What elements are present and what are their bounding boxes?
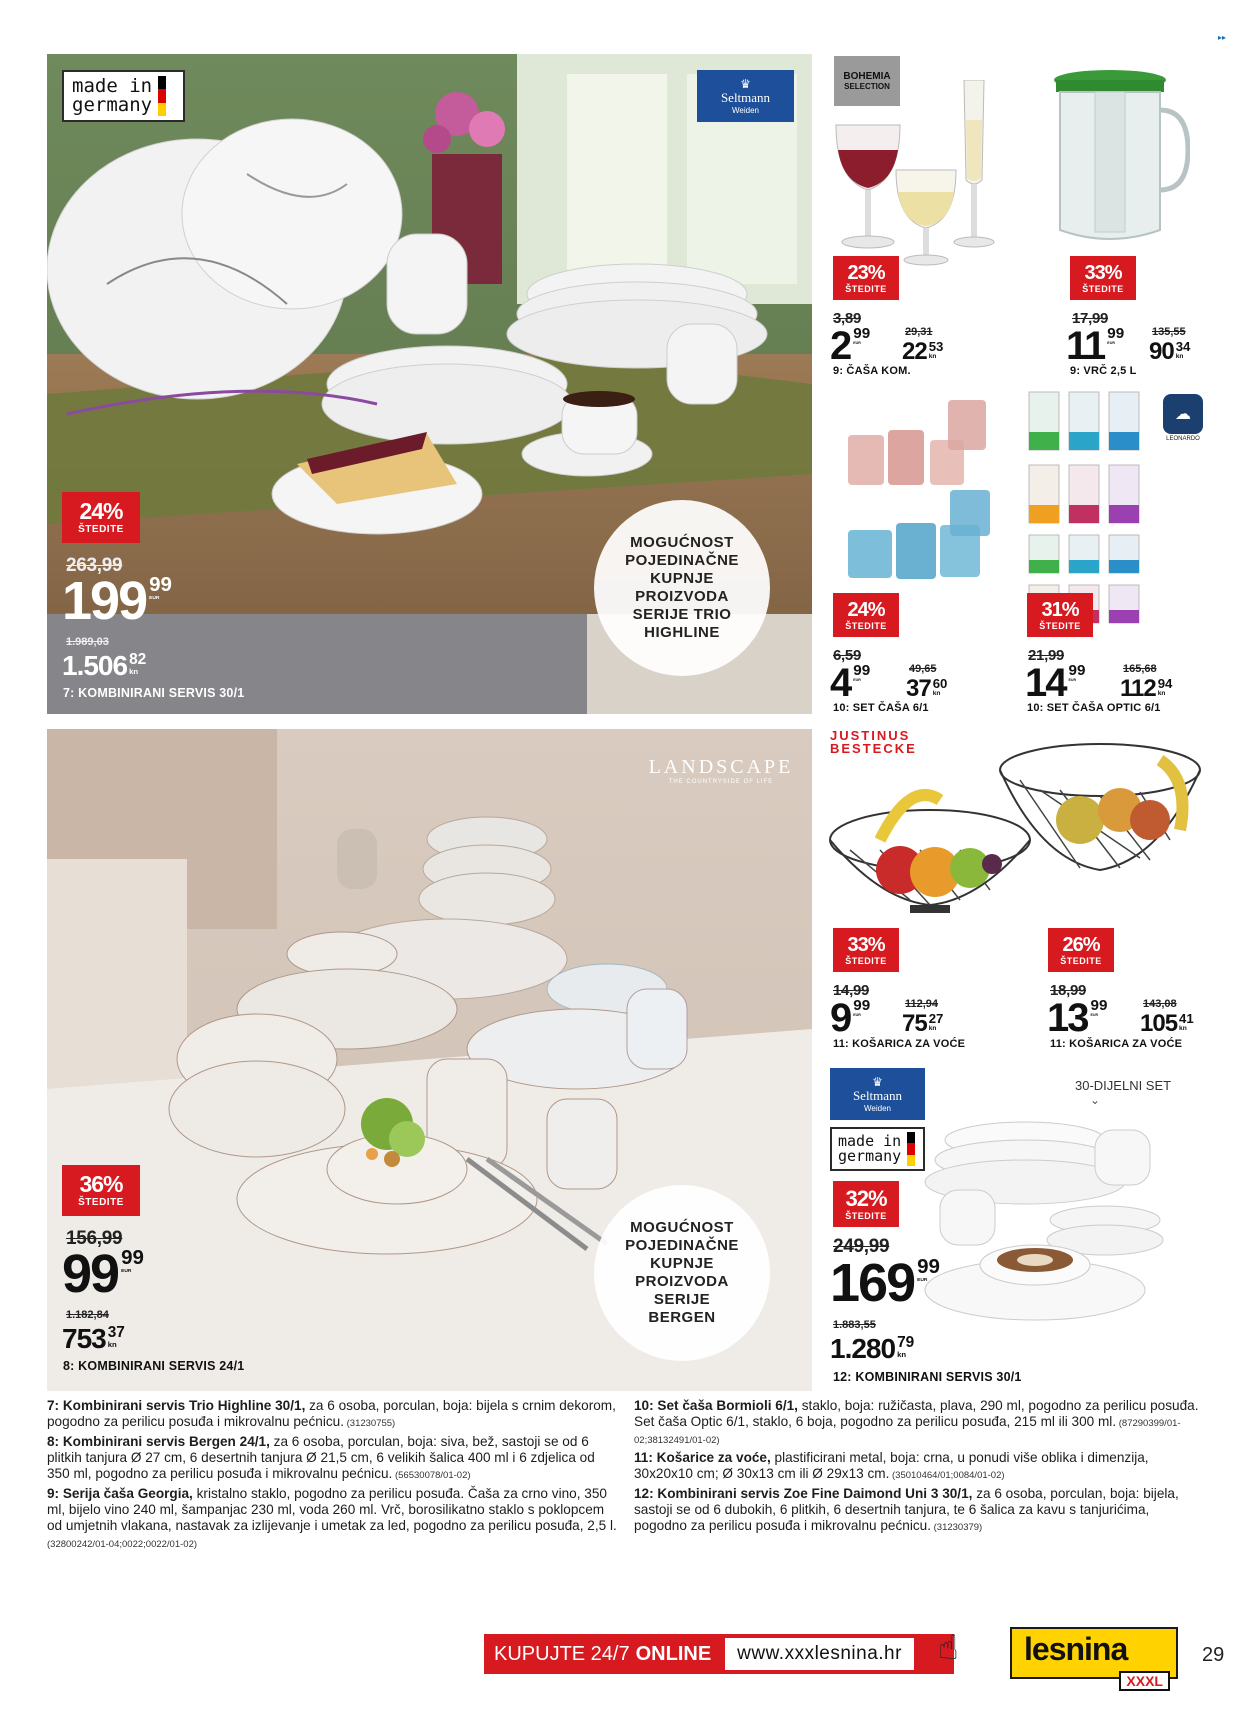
weiden-brand: Weiden [732,105,759,115]
price-decimals: 99 [149,573,172,596]
kn-currency: kn [1179,1024,1187,1032]
price-kn [902,340,943,364]
cta-online: ONLINE [635,1642,712,1665]
product-label: 8: KOMBINIRANI SERVIS 24/1 [63,1359,245,1373]
current-price [1066,326,1124,366]
kn-currency: kn [107,1340,117,1350]
circle-line: PROIZVODA [635,588,729,605]
germany-flag-icon [158,76,166,116]
price-currency: EUR [1068,677,1077,682]
description-item: 11: Košarice za voće, plastificirani metal, boja: crna, u ponudi više oblika i dimenzija, 30x20x10 cm; Ø 30x13 cm ili Ø 29x13 cm. (35010464/01;0084/01-02) [634,1449,1149,1482]
price-kn [902,1012,943,1036]
germany-text: germany [72,94,153,116]
discount-percent: 33% [847,933,885,956]
old-price-kn: 165,68 [1123,663,1157,675]
product-label: 11: KOŠARICA ZA VOĆE [833,1038,966,1050]
discount-badge [62,1165,140,1216]
circle-line: PROIZVODA [635,1273,729,1290]
current-price [830,998,870,1038]
circle-line: POJEDINAČNE [625,552,739,569]
shop-url[interactable]: www.xxxlesnina.hr [725,1638,914,1670]
product-label: 12: KOMBINIRANI SERVIS 30/1 [833,1370,1022,1384]
online-shop-banner[interactable] [484,1634,954,1674]
discount-percent: 32% [845,1185,887,1211]
justinus-brand: JUSTINUS [830,728,911,743]
set-note: 30-DIJELNI SET [1075,1078,1172,1093]
discount-percent: 26% [1062,933,1100,956]
kn-integer: 90 [1149,338,1174,365]
kn-integer: 105 [1140,1010,1178,1037]
save-text: ŠTEDITE [845,620,887,631]
price-currency: EUR [1107,340,1115,345]
old-price-kn: 29,31 [905,326,933,338]
price-integer: 169 [830,1253,915,1313]
price-decimals: 99 [853,325,871,342]
price-decimals: 99 [853,997,871,1014]
discount-badge [833,1181,899,1227]
old-price-kn: 135,55 [1152,326,1186,338]
circle-line: MOGUĆNOST [630,534,734,551]
description-item: 10: Set čaša Bormioli 6/1, staklo, boja: ružičasta, plava, 290 ml, pogodno za perilicu posuđa. Set čaša Optic 6/1, staklo, 6 boja, pogodno za perilicu posuđa, 215 ml ili 300 ml. (87290399/01-02;38132491/01-02) [634,1398,1199,1446]
old-price: 3,89 [833,310,861,327]
product-label: 7: KOMBINIRANI SERVIS 30/1 [63,686,245,700]
description-item: 7: Kombinirani servis Trio Highline 30/1, za 6 osoba, porculan, boja: bijela s crnim dekorom, pogodno za perilicu posuđa i mikrovalnu pećnicu. (31230755) [47,1398,616,1430]
price-kn [906,677,947,701]
hand-cursor-icon: ☝ [938,1629,959,1667]
price-decimals: 99 [1107,325,1125,342]
kn-decimals: 79 [897,1334,915,1351]
single-purchase-circle [594,500,770,676]
landscape-tagline: THE COUNTRYSIDE OF LIFE [668,778,774,785]
circle-line: BERGEN [648,1309,716,1326]
landscape-brand: LANDSCAPE [648,755,794,778]
price-kn [1149,340,1190,364]
kn-integer: 112 [1120,675,1156,702]
circle-line: SERIJE [653,1291,711,1308]
jug-image [1050,70,1190,250]
price-kn [62,652,146,680]
price-currency: EUR [917,1277,928,1283]
leonardo-brand: LEONARDO [1166,436,1200,442]
bestecke-brand: BESTECKE [830,741,917,756]
leonardo-icon: ☁ [1163,394,1203,434]
descriptions-right [634,1398,1206,1538]
dinner-set-image [905,1090,1165,1330]
price-integer: 4 [830,661,851,705]
kn-currency: kn [897,1350,907,1360]
price-currency: EUR [149,595,160,601]
kn-decimals: 41 [1179,1011,1194,1026]
kn-integer: 1.506 [62,650,128,681]
discount-percent: 31% [1041,598,1079,621]
kn-decimals: 94 [1157,676,1173,691]
seltmann-brand: Seltmann [852,1087,903,1103]
chevron-down-icon: ⌄ [1090,1093,1101,1107]
current-price [1047,998,1107,1038]
kn-integer: 753 [62,1323,106,1354]
discount-percent: 24% [847,598,885,621]
price-integer: 11 [1066,324,1105,368]
kn-decimals: 53 [928,339,944,354]
kn-currency: kn [928,1024,937,1032]
old-price-kn: 1.989,03 [66,636,109,648]
save-text: ŠTEDITE [1060,955,1102,966]
discount-badge [833,928,899,972]
old-price-kn: 49,65 [909,663,937,675]
price-currency: EUR [853,340,861,345]
kn-integer: 37 [906,675,931,702]
current-price [830,1253,940,1313]
save-text: ŠTEDITE [78,524,124,535]
save-text: ŠTEDITE [78,1197,124,1208]
old-price-kn: 1.182,84 [66,1309,109,1321]
landscape-logo [636,750,806,790]
product-label: 9: VRČ 2,5 L [1070,365,1137,377]
germany-text: germany [838,1147,902,1165]
save-text: ŠTEDITE [845,1210,887,1221]
description-item: 12: Kombinirani servis Zoe Fine Daimond Uni 3 30/1, za 6 osoba, porculan, boja: bijela, sastoji se od 6 dubokih, 6 plitkih, 6 desertnih tanjura, te 6 šalica za kavu s tanjurićima, pogodno za perilicu posuđa i mikrovalnu pećnicu. (31230379) [634,1485,1179,1534]
price-decimals: 99 [917,1255,940,1278]
save-text: ŠTEDITE [845,955,887,966]
made-in-text: made in [838,1131,902,1150]
kn-decimals: 82 [129,651,147,668]
price-integer: 99 [62,1244,119,1304]
price-integer: 14 [1025,661,1066,705]
old-price: 14,99 [833,982,870,999]
old-price: 263,99 [66,555,123,576]
product-label: 9: ČAŠA KOM. [833,365,911,377]
selection-brand: SELECTION [844,82,890,91]
circle-line: MOGUĆNOST [630,1219,734,1236]
kn-currency: kn [928,352,937,360]
current-price [62,1244,144,1304]
discount-percent: 33% [1084,261,1122,284]
old-price-kn: 143,08 [1143,998,1177,1010]
price-currency: EUR [853,677,861,682]
leonardo-logo [1162,390,1204,446]
optic-glasses-image [1025,390,1160,625]
price-kn [830,1335,914,1363]
old-price: 156,99 [66,1228,123,1249]
seltmann-logo [697,70,794,122]
weiden-brand: Weiden [864,1103,891,1113]
crown-icon: ♛ [740,76,751,91]
kn-decimals: 34 [1175,339,1191,354]
kn-integer: 75 [902,1010,927,1037]
old-price-kn: 1.883,55 [833,1319,876,1331]
price-integer: 13 [1047,996,1088,1040]
circle-line: KUPNJE [650,1255,714,1272]
product-label: 10: SET ČAŠA OPTIC 6/1 [1027,702,1161,714]
description-item: 9: Serija čaša Georgia, kristalno staklo, pogodno za perilicu posuđa. Čaša za crno vino, 350 ml, bijelo vino 240 ml, šampanjac 230 ml, voda 260 ml. Vrč, borosilikatno staklo s poklopcem od umjetnih vlakana, nastavak za izlijevanje i umetak za led, pogodno za perilicu posuđa, 2,5 l. (32800242/01-04;0022;0022/01-02) [47,1485,617,1550]
old-price: 18,99 [1050,982,1087,999]
product-label: 11: KOŠARICA ZA VOĆE [1050,1038,1183,1050]
discount-badge [1027,593,1093,637]
page-number: 29 [1202,1644,1225,1666]
price-integer: 9 [830,996,851,1040]
price-kn [62,1325,125,1353]
price-currency: EUR [853,1012,861,1017]
old-price: 249,99 [833,1236,890,1257]
current-price [830,326,870,366]
price-integer: 2 [830,324,851,368]
save-text: ŠTEDITE [845,283,887,294]
price-decimals: 99 [1068,662,1086,679]
price-decimals: 99 [121,1246,144,1269]
current-price [1025,663,1085,703]
seltmann-brand: Seltmann [720,89,771,105]
discount-percent: 36% [79,1171,123,1197]
discount-percent: 23% [847,261,885,284]
current-price [830,663,870,703]
description-item: 8: Kombinirani servis Bergen 24/1, za 6 osoba, porculan, boja: siva, bež, sastoji se od 6 plitkih tanjura Ø 27 cm, 6 desertnih tanjura Ø 21,5 cm, 6 velikih šalica 400 ml i 6 zdjelica od 350 ml, pogodno za perilicu posuđa i mikrovalnu pećnicu. (56530078/01-02) [47,1433,595,1482]
crown-icon: ♛ [872,1074,883,1089]
circle-line: POJEDINAČNE [625,1237,739,1254]
price-kn [1120,677,1172,701]
fruit-baskets-image [820,740,1210,935]
old-price: 17,99 [1072,310,1109,327]
bohemia-brand: BOHEMIA [843,71,891,82]
made-in-germany-badge [62,70,185,122]
old-price: 6,59 [833,647,861,664]
save-text: ŠTEDITE [1082,283,1124,294]
product-label: 10: SET ČAŠA 6/1 [833,702,929,714]
save-text: ŠTEDITE [1039,620,1081,631]
xxxl-wordmark: XXXL [1119,1671,1170,1691]
price-decimals: 99 [1090,997,1108,1014]
kn-currency: kn [1157,689,1166,697]
made-in-text: made in [72,74,153,97]
discount-badge [1070,256,1136,300]
price-currency: EUR [1090,1012,1099,1017]
price-kn [1140,1012,1194,1036]
descriptions-left [47,1398,617,1554]
circle-line: HIGHLINE [644,624,720,641]
price-currency: EUR [121,1268,132,1274]
kn-currency: kn [932,689,941,697]
price-decimals: 99 [853,662,871,679]
discount-badge [833,256,899,300]
lesnina-wordmark: lesnina [1024,1631,1128,1667]
old-price: 21,99 [1028,647,1065,664]
discount-badge [1048,928,1114,972]
current-price [62,571,172,631]
circle-line: SERIJE TRIO [632,606,732,623]
corner-mark: ▸▸ [1217,33,1226,42]
discount-badge [833,593,899,637]
single-purchase-circle [594,1185,770,1361]
lesnina-logo[interactable] [1010,1627,1178,1689]
tumblers-image [840,395,1000,590]
kn-currency: kn [1175,352,1184,360]
cta-text: KUPUJTE 24/7 [494,1642,630,1665]
circle-line: KUPNJE [650,570,714,587]
discount-percent: 24% [79,498,123,524]
kn-integer: 1.280 [830,1333,896,1364]
kn-decimals: 37 [107,1324,125,1341]
old-price-kn: 112,94 [905,998,939,1010]
kn-decimals: 60 [932,676,948,691]
kn-integer: 22 [902,338,927,365]
kn-decimals: 27 [928,1011,944,1026]
kn-currency: kn [129,667,139,677]
wine-glasses-image [828,80,1028,270]
discount-badge [62,492,140,543]
price-integer: 199 [62,571,147,631]
